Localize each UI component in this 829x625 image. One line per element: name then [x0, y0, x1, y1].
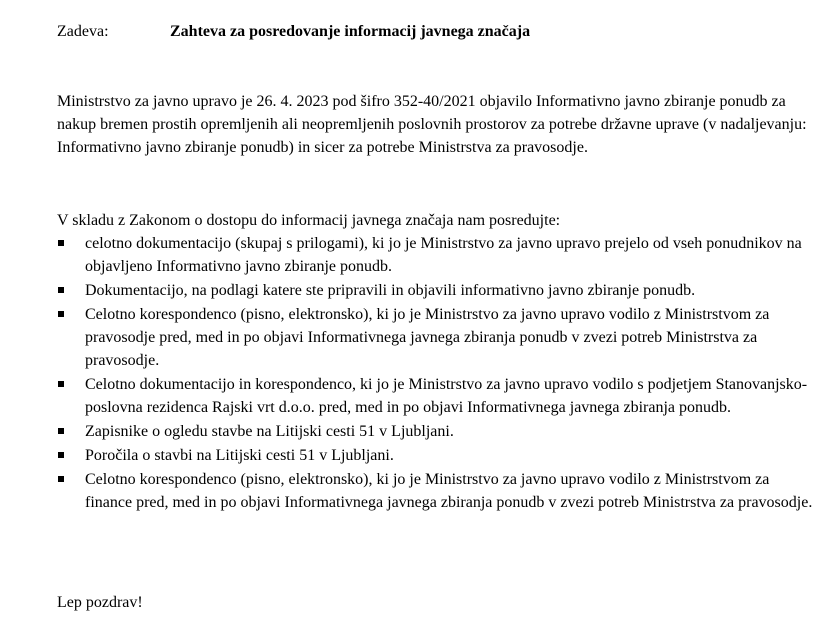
square-bullet-icon: [58, 476, 64, 482]
square-bullet-icon: [58, 240, 64, 246]
request-item-1: [57, 232, 817, 278]
request-item-6: [57, 444, 817, 467]
request-item-text: Celotno korespondenco (pisno, elektronsko), ki jo je Ministrstvo za javno upravo vodilo z Ministrstvom za finance pred, med in po objavi Informativnega javnega zbiranja ponudb v zvezi potreb Ministrstva za pravosodje.: [85, 471, 813, 511]
request-item-3: [57, 303, 817, 372]
request-item-7: [57, 468, 817, 514]
square-bullet-icon: [58, 381, 64, 387]
request-item-text: Celotno korespondenco (pisno, elektronsko), ki jo je Ministrstvo za javno upravo vodilo z Ministrstvom za pravosodje pred, med in po objavi Informativnega javnega zbiranja ponudb v zvezi potreb Ministrstva za pravosodje.: [85, 306, 770, 369]
square-bullet-icon: [58, 452, 64, 458]
request-item-2: [57, 279, 817, 302]
intro-paragraph: Ministrstvo za javno upravo je 26. 4. 2023 pod šifro 352-40/2021 objavilo Informativno javno zbiranje ponudb za nakup bremen prostih opremljenih ali neopremljenih poslovnih prostorov za potrebe državne uprave (v nadaljevanju: Informativno javno zbiranje ponudb) in sicer za potrebe Ministrstva za pravosodje.: [57, 93, 807, 156]
square-bullet-icon: [58, 311, 64, 317]
closing-greeting: Lep pozdrav!: [57, 594, 143, 611]
subject-label: Zadeva:: [57, 23, 109, 40]
subject-row: [57, 20, 817, 43]
request-item-5: [57, 420, 817, 443]
lead-sentence: V skladu z Zakonom o dostopu do informacij javnega značaja nam posredujte:: [57, 212, 561, 229]
request-item-text: Zapisnike o ogledu stavbe na Litijski cesti 51 v Ljubljani.: [85, 423, 454, 440]
square-bullet-icon: [58, 428, 64, 434]
request-item-text: celotno dokumentacijo (skupaj s prilogami), ki jo je Ministrstvo za javno upravo prejelo od vseh ponudnikov na objavljeno Informativno javno zbiranje ponudb.: [85, 235, 802, 275]
request-item-4: [57, 373, 817, 419]
request-item-text: Celotno dokumentacijo in korespondenco, ki jo je Ministrstvo za javno upravo vodilo s podjetjem Stanovanjsko-poslovna rezidenca Rajski vrt d.o.o. pred, med in po objavi Informativnega javnega zbiranja ponudb.: [85, 376, 808, 416]
subject-title: Zahteva za posredovanje informacij javnega značaja: [170, 23, 531, 40]
request-list: [57, 232, 817, 515]
request-item-text: Poročila o stavbi na Litijski cesti 51 v Ljubljani.: [85, 447, 394, 464]
square-bullet-icon: [58, 287, 64, 293]
request-item-text: Dokumentacijo, na podlagi katere ste pripravili in objavili informativno javno zbiranje ponudb.: [85, 282, 696, 299]
